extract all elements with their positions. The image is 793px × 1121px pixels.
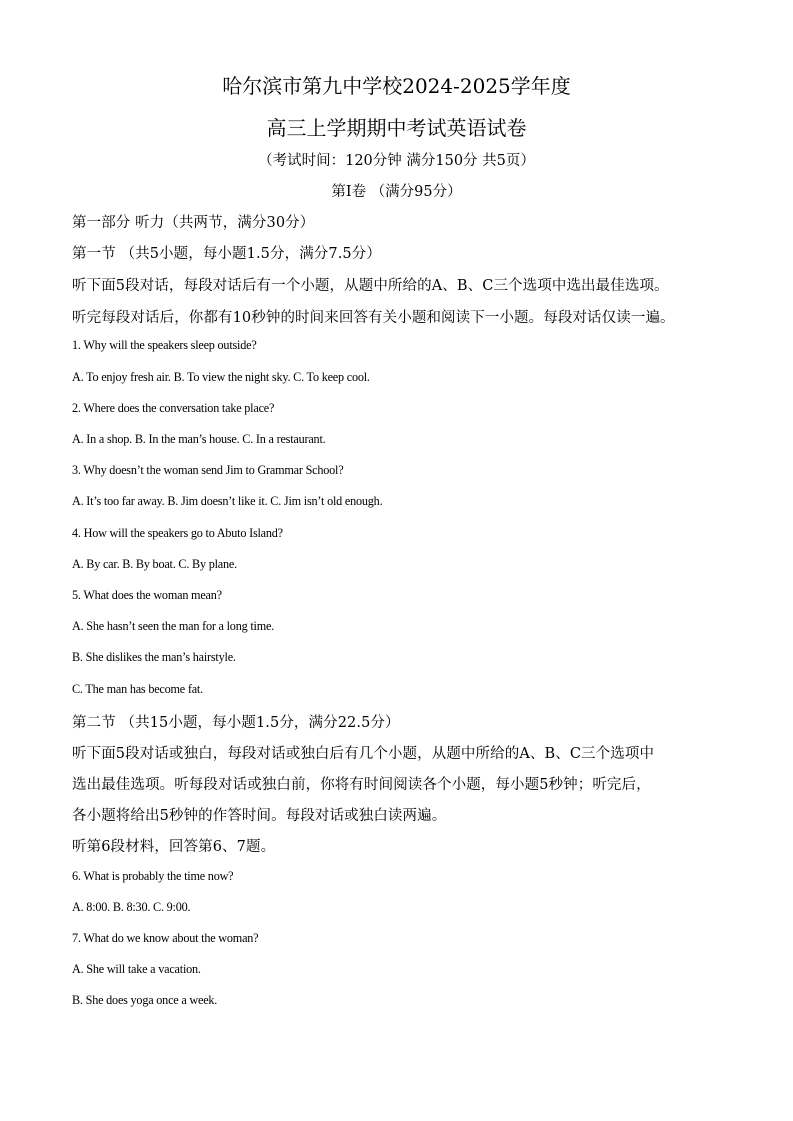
section1-heading: 第一节 （共5小题，每小题1.5分，满分7.5分）: [72, 246, 381, 262]
question-2-options: A. In a shop. B. In the man’s house. C. In a restaurant.: [72, 432, 326, 446]
section1-instructions-line1: 听下面5段对话，每段对话后有一个小题，从题中所给的A、B、C三个选项中选出最佳选项。: [72, 278, 669, 294]
section2-instructions-line1: 听下面5段对话或独白，每段对话或独白后有几个小题，从题中所给的A、B、C三个选项中: [72, 746, 655, 762]
question-7: 7. What do we know about the woman?: [72, 931, 259, 945]
question-7-option-a: A. She will take a vacation.: [72, 962, 201, 976]
volume-heading: 第Ⅰ卷 （满分95分）: [331, 184, 462, 200]
question-6-options: A. 8:00. B. 8:30. C. 9:00.: [72, 900, 191, 914]
question-5-option-a: A. She hasn’t seen the man for a long time.: [72, 619, 275, 633]
section2-instructions-line3: 各小题将给出5秒钟的作答时间。每段对话或独白读两遍。: [72, 808, 447, 824]
section2-heading: 第二节 （共15小题，每小题1.5分，满分22.5分）: [72, 715, 400, 731]
part1-heading: 第一部分 听力（共两节，满分30分）: [72, 215, 315, 231]
question-6: 6. What is probably the time now?: [72, 869, 234, 883]
exam-title-subject: 高三上学期期中考试英语试卷: [266, 116, 527, 140]
section1-instructions-line2: 听完每段对话后，你都有10秒钟的时间来回答有关小题和阅读下一小题。每段对话仅读一遍。: [72, 310, 675, 326]
question-5-option-c: C. The man has become fat.: [72, 682, 203, 696]
question-3: 3. Why doesn’t the woman send Jim to Grammar School?: [72, 463, 344, 477]
question-5-option-b: B. She dislikes the man’s hairstyle.: [72, 650, 236, 664]
question-3-options: A. It’s too far away. B. Jim doesn’t like it. C. Jim isn’t old enough.: [72, 494, 383, 508]
question-5: 5. What does the woman mean?: [72, 588, 222, 602]
question-4: 4. How will the speakers go to Abuto Island?: [72, 526, 283, 540]
question-4-options: A. By car. B. By boat. C. By plane.: [72, 557, 237, 571]
exam-info: （考试时间：120分钟 满分150分 共5页）: [258, 153, 535, 169]
passage-6-heading: 听第6段材料，回答第6、7题。: [72, 839, 276, 855]
exam-title-school: 哈尔滨市第九中学校2024-2025学年度: [222, 74, 571, 98]
question-1-options: A. To enjoy fresh air. B. To view the night sky. C. To keep cool.: [72, 370, 370, 384]
question-1: 1. Why will the speakers sleep outside?: [72, 338, 257, 352]
question-2: 2. Where does the conversation take place?: [72, 401, 275, 415]
section2-instructions-line2: 选出最佳选项。听每段对话或独白前，你将有时间阅读各个小题，每小题5秒钟；听完后，: [72, 777, 651, 793]
question-7-option-b: B. She does yoga once a week.: [72, 993, 218, 1007]
